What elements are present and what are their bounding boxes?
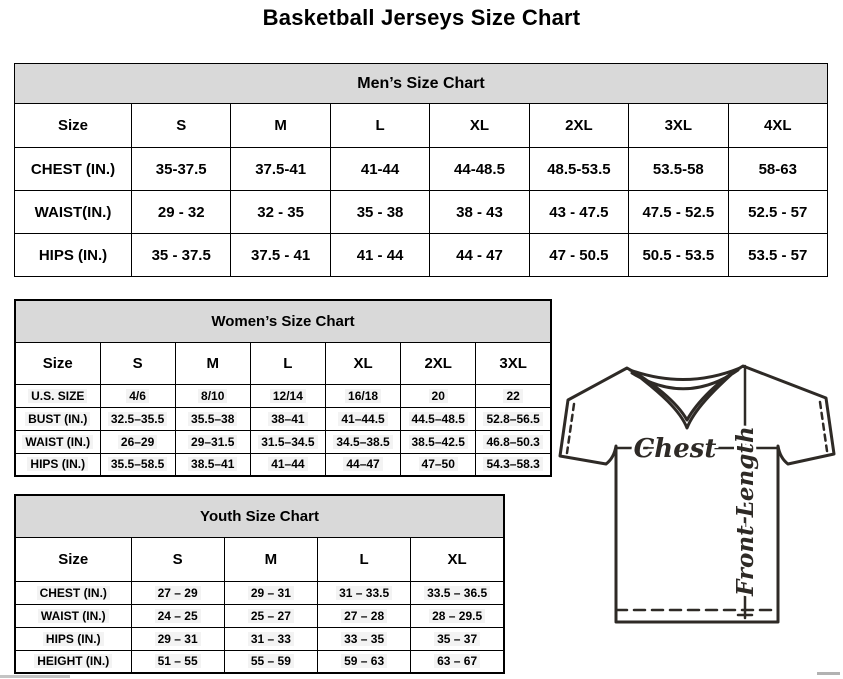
table-cell [131, 650, 224, 673]
table-cell-value: 35.5–38 [188, 412, 237, 426]
table-cell [318, 650, 411, 673]
table-cell [250, 453, 325, 476]
table-cell-value: 4/6 [126, 389, 149, 403]
table-cell: 35 - 37.5 [132, 234, 231, 277]
column-header: 4XL [728, 104, 827, 148]
row-label-text: WAIST (IN.) [38, 609, 109, 623]
table-row [15, 384, 551, 407]
table-cell-value: 29 – 31 [155, 632, 201, 646]
table-row [15, 430, 551, 453]
table-cell-value: 33 – 35 [341, 632, 387, 646]
womens-table-caption: Women’s Size Chart [15, 300, 551, 342]
table-cell [250, 407, 325, 430]
row-label: CHEST (IN.) [15, 148, 132, 191]
row-label: HIPS (IN.) [15, 234, 132, 277]
table-cell [175, 384, 250, 407]
table-cell [100, 384, 175, 407]
table-cell [401, 430, 476, 453]
table-cell-value: 38–41 [268, 412, 307, 426]
table-row [15, 627, 504, 650]
youth-table-caption: Youth Size Chart [15, 495, 504, 537]
table-cell-value: 22 [503, 389, 522, 403]
row-label-text: CHEST (IN.) [37, 586, 110, 600]
jersey-outline [560, 366, 834, 622]
table-cell [318, 604, 411, 627]
column-header: 3XL [476, 342, 551, 384]
table-cell: 53.5-58 [629, 148, 728, 191]
table-cell-value: 20 [429, 389, 448, 403]
column-header: M [231, 104, 330, 148]
table-cell [411, 650, 504, 673]
table-cell-value: 35 – 37 [434, 632, 480, 646]
column-header: XL [411, 537, 504, 581]
table-cell-value: 32.5–35.5 [108, 412, 167, 426]
table-cell: 44-48.5 [430, 148, 529, 191]
table-cell [476, 453, 551, 476]
youth-size-table [14, 494, 505, 674]
table-cell-value: 44–47 [343, 457, 382, 471]
table-cell-value: 35.5–58.5 [108, 457, 167, 471]
table-row [15, 148, 828, 191]
row-label-text: HIPS (IN.) [27, 457, 88, 471]
table-cell [401, 453, 476, 476]
table-cell-value: 26–29 [118, 435, 157, 449]
table-cell: 43 - 47.5 [529, 191, 628, 234]
row-label [15, 604, 131, 627]
table-cell [318, 627, 411, 650]
table-cell [224, 581, 317, 604]
table-cell [131, 581, 224, 604]
table-cell: 47.5 - 52.5 [629, 191, 728, 234]
table-cell-value: 16/18 [345, 389, 381, 403]
table-cell: 32 - 35 [231, 191, 330, 234]
column-header: L [330, 104, 429, 148]
row-label-text: WAIST (IN.) [22, 435, 93, 449]
table-row [15, 604, 504, 627]
table-cell [325, 384, 400, 407]
column-header: 2XL [401, 342, 476, 384]
table-cell: 37.5 - 41 [231, 234, 330, 277]
row-label [15, 581, 131, 604]
table-cell-value: 38.5–42.5 [409, 435, 468, 449]
scrollbar-fragment-right [817, 672, 840, 675]
table-cell [325, 430, 400, 453]
table-cell: 29 - 32 [132, 191, 231, 234]
table-cell [224, 604, 317, 627]
row-label [15, 384, 100, 407]
table-cell-value: 34.5–38.5 [333, 435, 392, 449]
table-cell-value: 25 – 27 [248, 609, 294, 623]
table-cell-value: 41–44 [268, 457, 307, 471]
table-cell: 50.5 - 53.5 [629, 234, 728, 277]
column-header: XL [430, 104, 529, 148]
chest-label: Chest [633, 434, 717, 464]
table-cell [325, 453, 400, 476]
row-label-text: U.S. SIZE [28, 389, 87, 403]
table-cell-value: 27 – 28 [341, 609, 387, 623]
page-title: Basketball Jerseys Size Chart [262, 5, 581, 30]
column-header: Size [15, 537, 131, 581]
table-cell-value: 29–31.5 [188, 435, 237, 449]
table-cell-value: 63 – 67 [434, 654, 480, 668]
mens-table-caption: Men’s Size Chart [15, 64, 828, 104]
table-cell-value: 52.8–56.5 [483, 412, 542, 426]
table-cell-value: 31 – 33.5 [336, 586, 392, 600]
table-cell [411, 627, 504, 650]
table-cell [100, 407, 175, 430]
table-cell: 44 - 47 [430, 234, 529, 277]
table-cell-value: 33.5 – 36.5 [424, 586, 490, 600]
table-cell: 35 - 38 [330, 191, 429, 234]
table-cell-value: 55 – 59 [248, 654, 294, 668]
womens-caption-row [15, 300, 551, 342]
table-cell: 38 - 43 [430, 191, 529, 234]
table-cell-value: 59 – 63 [341, 654, 387, 668]
table-cell [411, 581, 504, 604]
table-cell [100, 430, 175, 453]
row-label [15, 453, 100, 476]
table-cell-value: 24 – 25 [155, 609, 201, 623]
table-cell [131, 604, 224, 627]
table-cell [175, 430, 250, 453]
mens-header-row [15, 104, 828, 148]
row-label [15, 650, 131, 673]
womens-size-table [14, 299, 552, 477]
table-cell-value: 41–44.5 [338, 412, 387, 426]
table-cell [131, 627, 224, 650]
table-cell [250, 430, 325, 453]
column-header: 2XL [529, 104, 628, 148]
table-cell [476, 384, 551, 407]
table-cell: 41-44 [330, 148, 429, 191]
table-cell-value: 54.3–58.3 [483, 457, 542, 471]
table-cell: 52.5 - 57 [728, 191, 827, 234]
table-cell-value: 46.8–50.3 [483, 435, 542, 449]
column-header: L [250, 342, 325, 384]
table-cell-value: 44.5–48.5 [409, 412, 468, 426]
column-header: Size [15, 104, 132, 148]
table-cell [476, 430, 551, 453]
mens-caption-row [15, 64, 828, 104]
column-header: S [131, 537, 224, 581]
table-row [15, 453, 551, 476]
youth-caption-row [15, 495, 504, 537]
table-cell [401, 407, 476, 430]
table-cell: 48.5-53.5 [529, 148, 628, 191]
table-cell [411, 604, 504, 627]
front-length-label: Front Length [732, 426, 759, 596]
column-header: S [132, 104, 231, 148]
table-row [15, 581, 504, 604]
table-cell-value: 51 – 55 [155, 654, 201, 668]
table-row [15, 234, 828, 277]
scrollbar-fragment-left [0, 675, 70, 678]
table-cell-value: 29 – 31 [248, 586, 294, 600]
table-row [15, 407, 551, 430]
row-label [15, 627, 131, 650]
column-header: M [224, 537, 317, 581]
table-cell [401, 384, 476, 407]
table-row [15, 650, 504, 673]
womens-header-row [15, 342, 551, 384]
table-cell: 53.5 - 57 [728, 234, 827, 277]
table-cell-value: 38.5–41 [188, 457, 237, 471]
table-cell-value: 8/10 [198, 389, 227, 403]
table-cell [100, 453, 175, 476]
row-label-text: BUST (IN.) [25, 412, 90, 426]
table-cell-value: 31.5–34.5 [258, 435, 317, 449]
column-header: L [318, 537, 411, 581]
table-cell [175, 407, 250, 430]
table-cell-value: 47–50 [419, 457, 458, 471]
table-cell [224, 627, 317, 650]
table-cell [476, 407, 551, 430]
table-cell-value: 28 – 29.5 [429, 609, 485, 623]
row-label [15, 407, 100, 430]
column-header: 3XL [629, 104, 728, 148]
table-cell-value: 27 – 29 [155, 586, 201, 600]
table-cell-value: 12/14 [270, 389, 306, 403]
row-label-text: HEIGHT (IN.) [34, 654, 112, 668]
column-header: S [100, 342, 175, 384]
table-cell [250, 384, 325, 407]
table-cell-value: 31 – 33 [248, 632, 294, 646]
table-cell: 41 - 44 [330, 234, 429, 277]
table-row [15, 191, 828, 234]
table-cell [224, 650, 317, 673]
jersey-diagram [556, 358, 840, 648]
table-cell: 58-63 [728, 148, 827, 191]
row-label [15, 430, 100, 453]
column-header: Size [15, 342, 100, 384]
table-cell: 35-37.5 [132, 148, 231, 191]
table-cell [318, 581, 411, 604]
table-cell [325, 407, 400, 430]
youth-header-row [15, 537, 504, 581]
row-label-text: HIPS (IN.) [43, 632, 104, 646]
row-label: WAIST(IN.) [15, 191, 132, 234]
table-cell: 47 - 50.5 [529, 234, 628, 277]
table-cell: 37.5-41 [231, 148, 330, 191]
column-header: M [175, 342, 250, 384]
column-header: XL [325, 342, 400, 384]
table-cell [175, 453, 250, 476]
mens-size-table [14, 63, 828, 277]
